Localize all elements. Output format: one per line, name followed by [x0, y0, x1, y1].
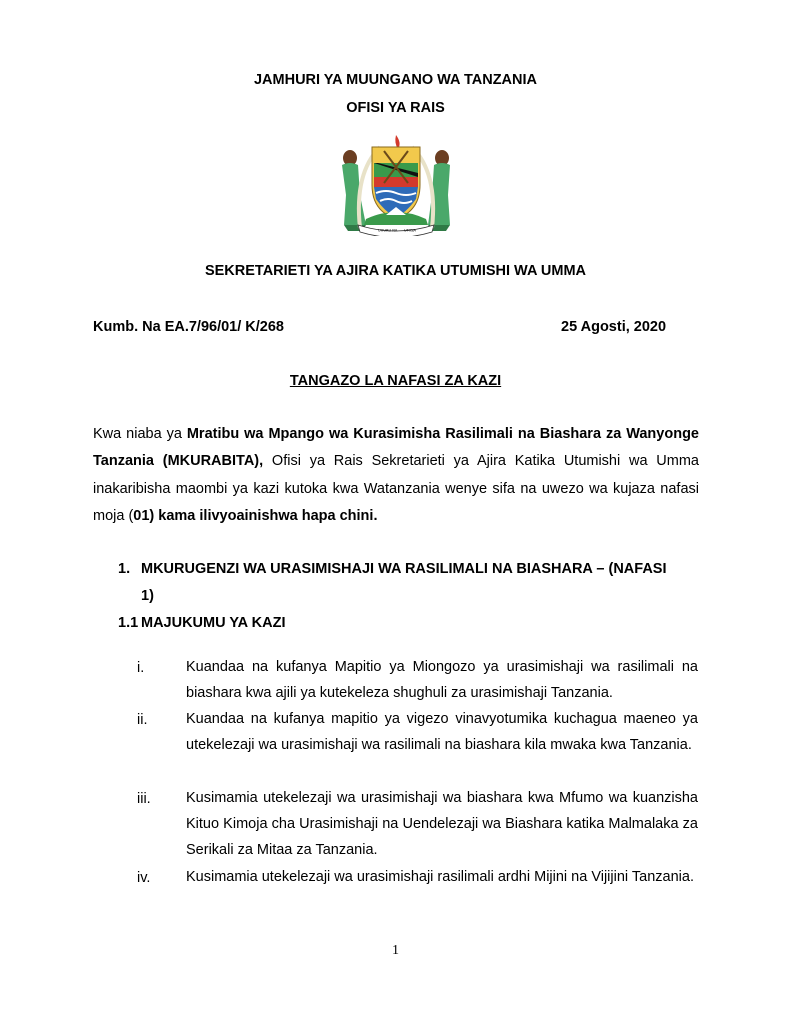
duty-text: Kusimamia utekelezaji wa urasimishaji rasilimali ardhi Mijini na Vijijini Tanzania. — [186, 869, 694, 885]
subsection-number: 1.1 — [118, 615, 139, 631]
duty-number: iii. — [137, 791, 151, 807]
employer-name: Mratibu wa Mpango wa Kurasimisha Rasilimali na Biashara za Wanyonge Tanzania (MKURABITA), — [93, 426, 699, 470]
agency-heading: SEKRETARIETI YA AJIRA KATIKA UTUMISHI WA UMMA — [204, 263, 587, 279]
duty-text: Kuandaa na kufanya Mapitio ya Miongozo ya urasimishaji wa rasilimali na biashara kwa ajili ya kutekeleza shughuli za urasimishaji Tanzania. — [186, 659, 698, 701]
reference-date: 25 Agosti, 2020 — [561, 319, 667, 335]
country-name-heading: JAMHURI YA MUUNGANO WA TANZANIA — [253, 72, 538, 88]
section-number: 1. — [118, 561, 131, 577]
section-title-cont: 1) — [141, 588, 154, 604]
duty-text: Kuandaa na kufanya mapitio ya vigezo vinavyotumika kuchagua maeneo ya utekelezaji wa urasimishaji wa rasilimali na biashara kila mwaka kwa Tanzania. — [186, 711, 698, 753]
tanzania-coat-of-arms-icon — [336, 133, 456, 236]
vacancy-count: 01) kama ilivyoainishwa hapa chini. — [133, 508, 378, 525]
intro-paragraph — [93, 421, 699, 531]
duty-number: iv. — [137, 870, 151, 886]
motto-right-text: UMOJA — [404, 228, 417, 233]
section-title: MKURUGENZI WA URASIMISHAJI WA RASILIMALI NA BIASHARA – (NAFASI — [141, 561, 667, 577]
announcement-title: TANGAZO LA NAFASI ZA KAZI — [289, 373, 502, 389]
intro-text-1: Kwa niaba ya — [93, 426, 187, 442]
subsection-title: MAJUKUMU YA KAZI — [141, 615, 286, 631]
duty-text: Kusimamia utekelezaji wa urasimishaji wa biashara kwa Mfumo wa kuanzisha Kituo Kimoja cha Urasimishaji na Uendelezaji wa Biashara katika Malmalaka za Serikali za Mitaa za Tanzania. — [186, 790, 698, 858]
intro-text-2: Ofisi ya Rais Sekretarieti ya Ajira Katika Utumishi wa Umma inakaribisha maombi ya kazi kutoka kwa Watanzania wenye sifa na uwezo wa kujaza nafasi moja ( — [93, 453, 699, 525]
motto-left-text: UHURU NA — [378, 228, 398, 233]
reference-number: Kumb. Na EA.7/96/01/ K/268 — [93, 319, 284, 335]
page-number: 1 — [392, 943, 399, 958]
office-heading: OFISI YA RAIS — [346, 100, 445, 116]
duty-number: i. — [137, 660, 145, 676]
duty-number: ii. — [137, 712, 148, 728]
